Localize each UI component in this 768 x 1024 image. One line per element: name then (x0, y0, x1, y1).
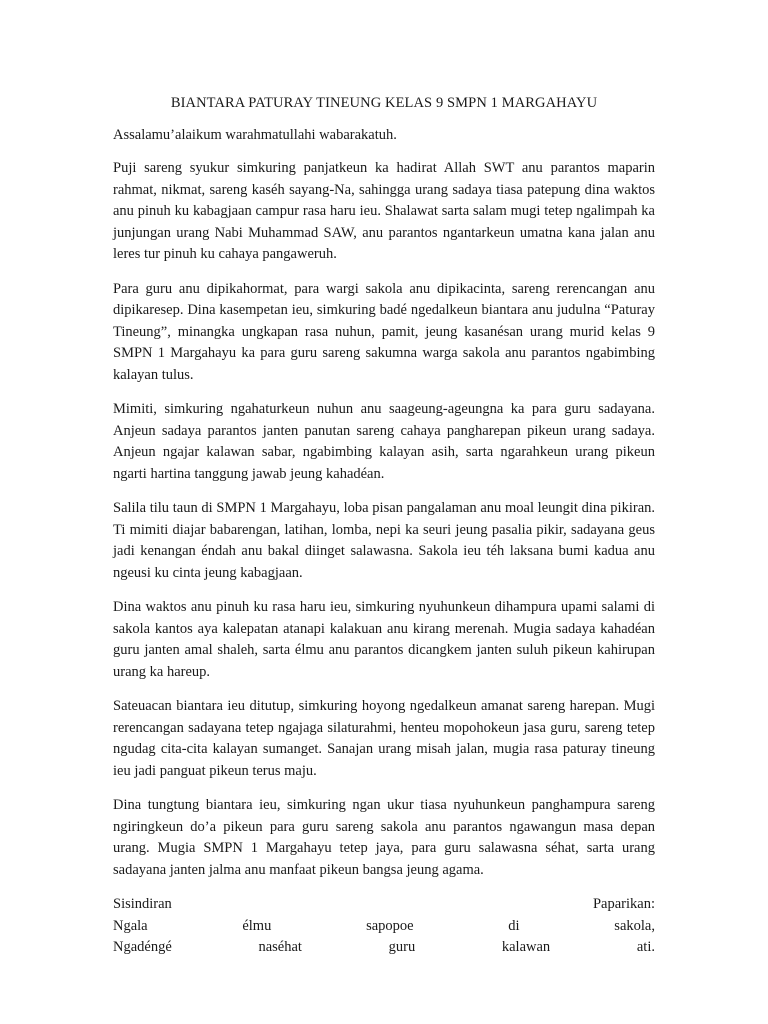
sisindiran-word: guru (388, 939, 416, 955)
sisindiran-word: kalawan (501, 939, 551, 955)
paragraph-4: Salila tilu taun di SMPN 1 Margahayu, loba pisan pangalaman anu moal leungit dina pikiran. Ti mimiti diajar babarengan, latihan, lomba, nepi ka seuri jeung pasalia pikir, sadayana geus jadi kenangan éndah anu bakal diinget salawasna. Sakola ieu téh laksana bumi kadua anu ngeusi ku cinta jeung kabagjaan. (113, 500, 655, 581)
paragraph-7: Dina tungtung biantara ieu, simkuring ngan ukur tiasa nyuhunkeun panghampura sareng ngiringkeun do’a pikeun para guru sareng sakola anu parantos ngawangun masa depan urang. Mugia SMPN 1 Margahayu tetep jaya, para guru salawasna séhat, sarta urang sadayana janten jalma anu manfaat pikeun bangsa jeung agama. (113, 797, 655, 878)
sisindiran-word: élmu (242, 917, 272, 934)
sisindiran-row-3 (113, 937, 655, 959)
sisindiran-label: Sisindiran (113, 896, 172, 912)
sisindiran-word: sapopoe (366, 917, 414, 934)
sisindiran-word: ati. (636, 939, 655, 955)
sisindiran-word: Ngala (113, 917, 148, 934)
sisindiran-word: naséhat (258, 939, 302, 955)
sisindiran-word: sakola, (614, 917, 655, 934)
document-title: BIANTARA PATURAY TINEUNG KELAS 9 SMPN 1 MARGAHAYU (170, 95, 598, 111)
sisindiran-word: di (508, 917, 520, 934)
sisindiran-word: Ngadéngé (113, 939, 172, 955)
greeting: Assalamu’alaikum warahmatullahi wabarakatuh. (113, 127, 397, 143)
paragraph-6: Sateuacan biantara ieu ditutup, simkuring hoyong ngedalkeun amanat sareng harepan. Mugi rerencangan sadayana tetep ngajaga silaturahmi, henteu mopohokeun jasa guru, sareng tetep ngudag cita-cita kalayan sumanget. Sanajan urang misah jalan, mugia rasa paturay tineung ieu jadi panguat pikeun terus maju. (113, 698, 655, 779)
paragraph-3: Mimiti, simkuring ngahaturkeun nuhun anu saageung-ageungna ka para guru sadayana. Anjeun sadaya parantos janten panutan sareng cahaya pangharepan pikeun urang sadaya. Anjeun ngajar kalawan sabar, ngabimbing kalayan asih, sarta ngarahkeun urang pikeun ngarti hartina tanggung jawab jeung kahadéan. (113, 401, 655, 482)
document-page (113, 93, 655, 959)
paparikan-label: Paparikan: (592, 896, 655, 912)
paragraph-2: Para guru anu dipikahormat, para wargi sakola anu dipikacinta, sareng rerencangan anu dipikaresep. Dina kasempetan ieu, simkuring badé ngedalkeun biantara anu judulna “Paturay Tineung”, minangka ungkapan rasa nuhun, pamit, jeung kasanésan urang murid kelas 9 SMPN 1 Margahayu ka para guru sareng sakumna warga sakola anu parantos ngabimbing kalayan tulus. (113, 280, 655, 383)
sisindiran-block (113, 894, 655, 959)
paragraph-1: Puji sareng syukur simkuring panjatkeun ka hadirat Allah SWT anu parantos maparin rahmat, nikmat, sareng kaséh sayang-Na, sahingga urang sadaya tiasa patepung dina waktos anu pinuh ku kabagjaan campur rasa haru ieu. Shalawat sarta salam mugi tetep ngalimpah ka junjungan urang Nabi Muhammad SAW, anu parantos ngantarkeun umatna kana jalan anu leres tur pinuh ku cahaya pangaweruh. (113, 160, 655, 262)
sisindiran-row-1 (113, 894, 655, 916)
paragraph-5: Dina waktos anu pinuh ku rasa haru ieu, simkuring nyuhunkeun dihampura upami salami di sakola kantos aya kalepatan atanapi kalakuan anu kirang merenah. Mugia sadaya kahadéan guru janten amal shaleh, sarta élmu anu parantos dicangkem janten suluh pikeun kahirupan urang ka hareup. (113, 599, 655, 680)
sisindiran-row-2 (113, 916, 655, 938)
